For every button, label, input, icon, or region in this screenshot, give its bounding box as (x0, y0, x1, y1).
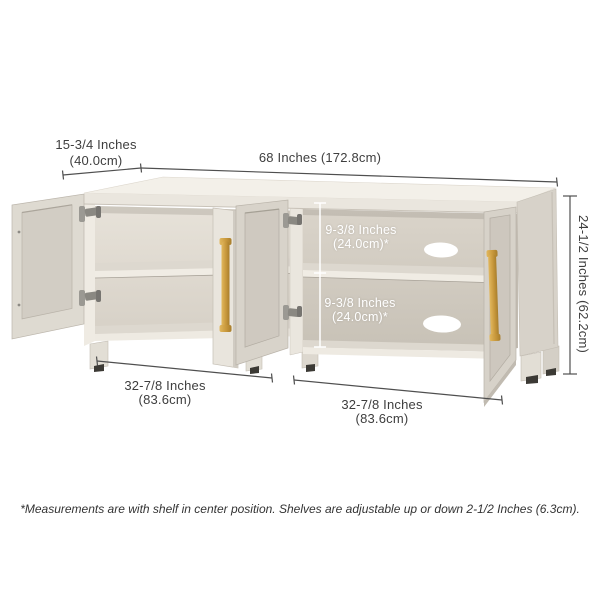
left-door-panel (22, 205, 72, 319)
door-screw (18, 231, 21, 234)
height-value: 24-1/2 Inches (62.2cm) (576, 214, 591, 354)
measurement-footnote: *Measurements are with shelf in center position. Shelves are adjustable up or down 2-1/2 Inches (6.3cm). (20, 502, 580, 516)
right-cabinet-dimension-label (302, 398, 462, 426)
door-screw (18, 304, 21, 307)
width-value: 68 Inches (172.8cm) (258, 150, 382, 165)
middle-left-door (213, 208, 238, 368)
left-cabinet-metric: (83.6cm) (138, 392, 192, 407)
height-dimension-label (575, 214, 591, 354)
depth-inches: 15-3/4 Inches (55, 137, 137, 152)
left-cabinet-inches: 32-7/8 Inches (124, 378, 206, 393)
upper-shelf-inches: 9-3/8 Inches (325, 223, 397, 237)
front-left-leg (90, 341, 108, 369)
width-dimension-label (220, 150, 420, 166)
middle-right-foot (306, 364, 315, 372)
right-cabinet-inches: 32-7/8 Inches (341, 397, 423, 412)
upper-shelf-metric: (24.0cm)* (333, 236, 389, 251)
lower-shelf-dimension-label (300, 297, 420, 324)
lower-shelf-metric: (24.0cm)* (332, 309, 388, 324)
right-door (484, 207, 516, 407)
left-cabinet-dimension-label (85, 379, 245, 407)
upper-shelf-dimension-label (301, 224, 421, 251)
front-left-stile (84, 196, 95, 346)
depth-metric: (40.0cm) (69, 153, 123, 168)
right-cabinet-metric: (83.6cm) (355, 411, 409, 426)
middle-door-panel (245, 209, 279, 347)
right-side-panel (517, 189, 558, 356)
depth-dimension-line (63, 168, 142, 180)
lower-shelf-inches: 9-3/8 Inches (324, 296, 396, 310)
depth-dimension-label (16, 137, 176, 169)
